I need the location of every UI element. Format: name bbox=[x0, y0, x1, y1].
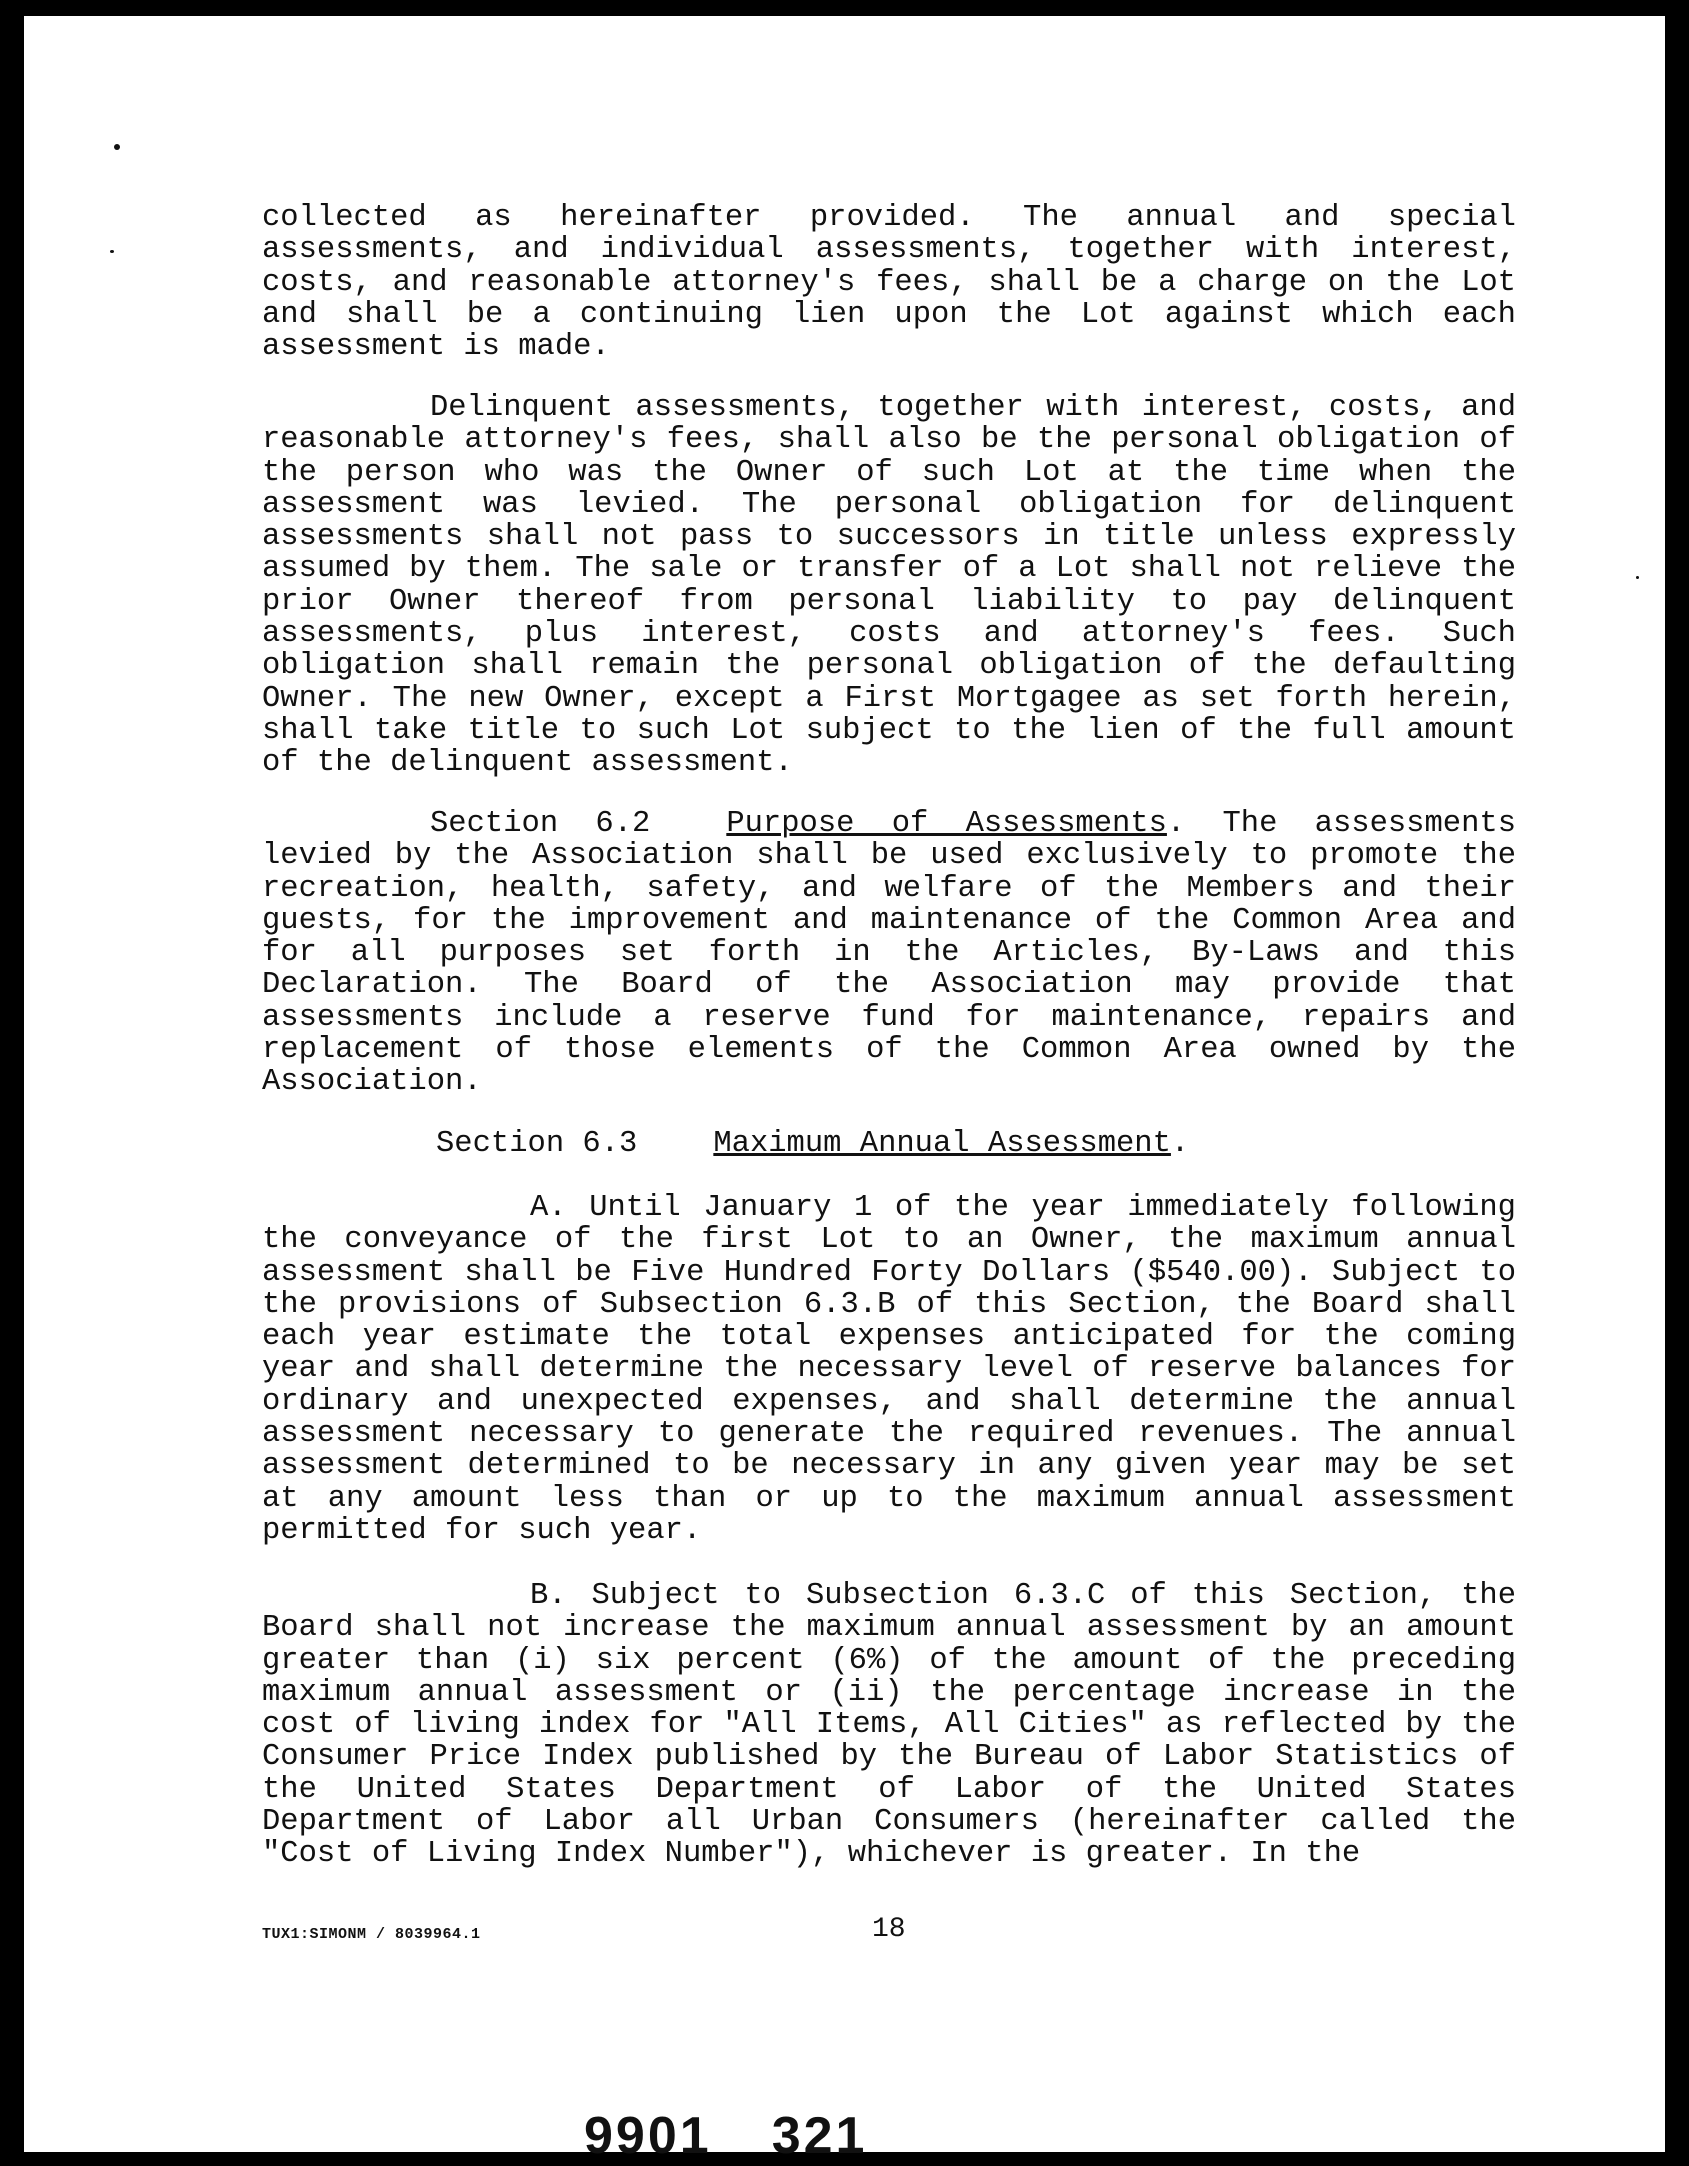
paragraph-2: Delinquent assessments, together with interest, costs, and reasonable attorney's fees, shall also be the personal obligation of the person who was the Owner of such Lot at the time when the assessment was levied. The personal obligation for delinquent assessments shall not pass to successors in title unless expressly assumed by them. The sale or transfer of a Lot shall not relieve the prior Owner thereof from personal liability to pay delinquent assessments, plus interest, costs and attorney's fees. Such obligation shall remain the personal obligation of the defaulting Owner. The new Owner, except a First Mortgagee as set forth herein, shall take title to such Lot subject to the lien of the full amount of the delinquent assessment. bbox=[262, 391, 1516, 781]
scan-speck bbox=[110, 250, 114, 253]
footer-doc-code: TUX1:SIMONM / 8039964.1 bbox=[262, 1926, 481, 1943]
book-page-stamp bbox=[584, 2106, 867, 2166]
document-page bbox=[24, 16, 1665, 2152]
section-6-2-text: . The assessments levied by the Association shall be used exclusively to promote the recreation, health, safety, and welfare of the Members and their guests, for the improvement and maintenance of the Common Area and for all purposes set forth in the Articles, By-Laws and this Declaration. The Board of the Association may provide that assessments include a reserve fund for maintenance, repairs and replacement of those elements of the Common Area owned by the Association. bbox=[262, 807, 1517, 1100]
page-number: 18 bbox=[872, 1914, 906, 1945]
section-6-2-paragraph bbox=[262, 808, 1516, 1099]
scan-speck bbox=[114, 144, 120, 150]
section-6-3-para-b: B. Subject to Subsection 6.3.C of this Section, the Board shall not increase the maximum annual assessment by an amount greater than (i) six percent (6%) of the amount of the preceding maximum annual assessment or (ii) the percentage increase in the cost of living index for "All Items, All Cities" as reflected by the Consumer Price Index published by the Bureau of Labor Statistics of the United States Department of Labor of the United States Department of Labor all Urban Consumers (hereinafter called the "Cost of Living Index Number"), whichever is greater. In the bbox=[262, 1579, 1516, 1872]
section-6-3-heading bbox=[436, 1128, 1189, 1160]
section-6-3-number: Section 6.3 bbox=[436, 1127, 638, 1161]
book-page-number: 321 bbox=[771, 2107, 868, 2165]
section-6-3-title: Maximum Annual Assessment bbox=[713, 1127, 1171, 1161]
scan-speck bbox=[1636, 576, 1639, 579]
section-6-3-para-a: A. Until January 1 of the year immediately following the conveyance of the first Lot to an Owner, the maximum annual assessment shall be Five Hundred Forty Dollars ($540.00). Subject to the provisions of Subsection 6.3.B of this Section, the Board shall each year estimate the total expenses anticipated for the coming year and shall determine the necessary level of reserve balances for ordinary and unexpected expenses, and shall determine the annual assessment necessary to generate the required revenues. The annual assessment determined to be necessary in any given year may be set at any amount less than or up to the maximum annual assessment permitted for such year. bbox=[262, 1191, 1516, 1548]
paragraph-1: collected as hereinafter provided. The annual and special assessments, and individual assessments, together with interest, costs, and reasonable attorney's fees, shall be a charge on the Lot and shall be a continuing lien upon the Lot against which each assessment is made. bbox=[262, 201, 1516, 365]
section-6-2-number: Section 6.2 bbox=[430, 807, 651, 841]
book-number: 9901 bbox=[584, 2107, 712, 2165]
section-6-2-title: Purpose of Assessments bbox=[726, 807, 1167, 841]
section-6-3-title-suffix: . bbox=[1170, 1127, 1190, 1161]
